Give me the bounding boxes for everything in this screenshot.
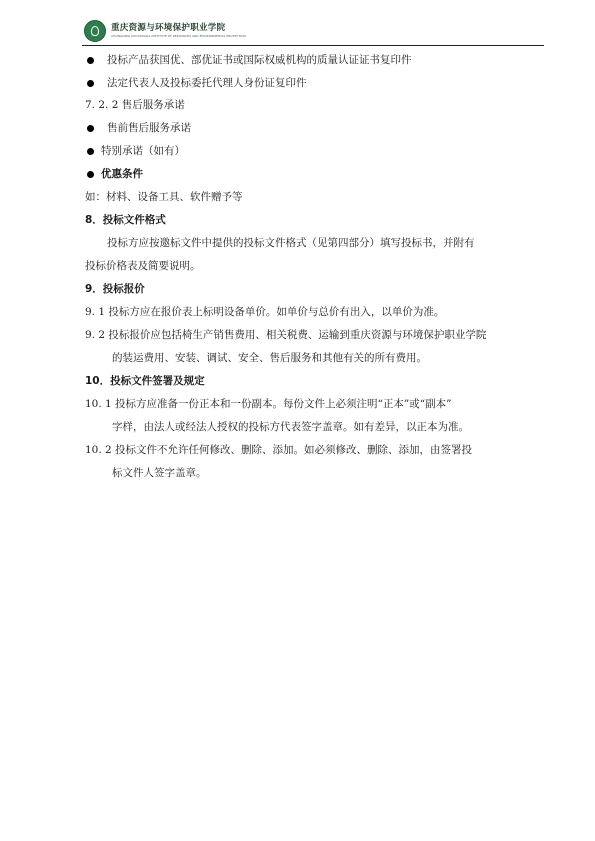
paragraph: 的装运费用、安装、调试、安全、售后服务和其他有关的所有费用。: [112, 352, 427, 364]
section-heading-10: 10．投标文件签署及规定: [85, 375, 205, 387]
bullet-item: 特别承诺（如有）: [101, 145, 185, 157]
school-name-english: CHONGQING VOCATIONAL INSTITUTE OF RESOURCES AND ENVIRONMENTAL PROTECTION: [111, 34, 246, 38]
paragraph: 10. 2 投标文件不允许任何修改、删除、添加。如必须修改、删除、添加，由签署投: [85, 444, 473, 456]
paragraph: 如：材料、设备工具、软件赠予等: [85, 191, 243, 203]
paragraph: 投标方应按邀标文件中提供的投标文件格式（见第四部分）填写投标书，并附有: [107, 237, 475, 249]
section-heading-8: 8．投标文件格式: [85, 214, 166, 226]
bullet-item: 投标产品获国优、部优证书或国际权威机构的质量认证证书复印件: [107, 54, 412, 66]
bullet-item-bold: 优惠条件: [101, 168, 143, 180]
bullet-item: 售前售后服务承诺: [107, 122, 191, 134]
paragraph: 9. 2 投标报价应包括椅生产销售费用、相关税费、运输到重庆资源与环境保护职业学院: [85, 329, 487, 341]
bullet-icon: [87, 171, 94, 178]
paragraph: 10. 1 投标方应准备一份正本和一份副本。每份文件上必须注明“正本”或“副本”: [85, 398, 452, 410]
section-heading-9: 9．投标报价: [85, 283, 145, 295]
bullet-icon: [87, 80, 94, 87]
bullet-icon: [87, 57, 94, 64]
bullet-item: 法定代表人及投标委托代理人身份证复印件: [107, 77, 307, 89]
section-7-2-2: 7. 2. 2 售后服务承诺: [85, 99, 185, 111]
paragraph: 9. 1 投标方应在报价表上标明设备单价。如单价与总价有出入，以单价为准。: [85, 306, 445, 318]
header-divider: [82, 45, 544, 46]
school-logo-icon: [84, 20, 106, 42]
paragraph: 投标价格表及简要说明。: [85, 260, 201, 272]
bullet-icon: [87, 148, 94, 155]
paragraph: 字样，由法人或经法人授权的投标方代表签字盖章。如有差异，以正本为准。: [112, 421, 469, 433]
school-name: 重庆资源与环境保护职业学院: [111, 23, 226, 33]
bullet-icon: [87, 125, 94, 132]
page-header: [82, 18, 544, 46]
paragraph: 标文件人签字盖章。: [112, 467, 207, 479]
